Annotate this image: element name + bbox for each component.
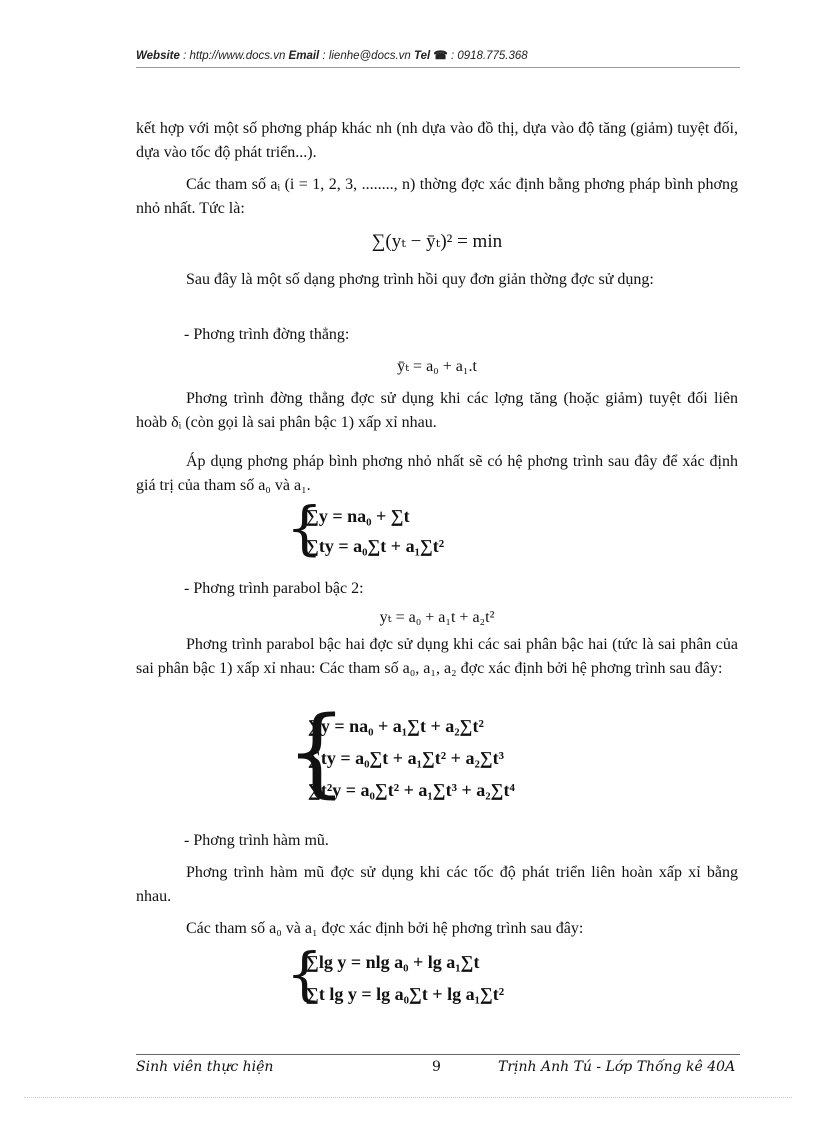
- email-value: : lienhe@docs.vn: [319, 50, 415, 62]
- brace-icon: {: [286, 696, 348, 808]
- equation-parabola: yₜ = a₀ + a₁t + a₂t²: [379, 609, 495, 626]
- paragraph-8: Phơng trình parabol bậc hai đợc sử dụng khi các sai phân bậc hai (tức là sai phân của sai phân bậc 1) xấp xỉ nhau: Các tham số a₀, a₁, a₂ đợc xác định bởi hệ phơng trình sau đây:: [136, 636, 738, 677]
- page-bottom-divider: [24, 1097, 792, 1098]
- website-label: Website: [136, 50, 180, 62]
- email-label: Email: [288, 50, 320, 62]
- paragraph-2: Các tham số aᵢ (i = 1, 2, 3, ........, n) thờng đợc xác định bằng phơng pháp bình phơng nhỏ nhất. Tức là:: [136, 176, 738, 217]
- brace-icon: {: [286, 494, 323, 562]
- equation-line: ∑t lg y = lg a₀∑t + lg a₁∑t²: [306, 984, 505, 1004]
- equation-line: ∑ty = a₀∑t + a₁∑t² + a₂∑t³: [308, 748, 505, 768]
- paragraph-4: - Phơng trình đờng thẳng:: [184, 326, 350, 343]
- tel-label: Tel: [414, 50, 431, 62]
- equation-least-squares: ∑(yₜ − ȳₜ)² = min: [371, 231, 503, 252]
- paragraph-9: - Phơng trình hàm mũ.: [184, 832, 329, 849]
- page-number: 9: [432, 1059, 441, 1075]
- tel-value: : 0918.775.368: [447, 50, 528, 62]
- equation-line: ∑t²y = a₀∑t² + a₁∑t³ + a₂∑t⁴: [308, 780, 515, 800]
- paragraph-11: Các tham số a₀ và a₁ đợc xác định bởi hệ phơng trình sau đây:: [186, 920, 584, 937]
- equation-system-parabola: [286, 696, 606, 812]
- equation-linear: ȳₜ = a₀ + a₁.t: [397, 358, 477, 375]
- equation-system-exponential: [286, 940, 586, 1012]
- paragraph-5: Phơng trình đờng thẳng đợc sử dụng khi các lợng tăng (hoặc giảm) tuyệt đối liên hoàb δᵢ (còn gọi là sai phân bậc 1) xấp xỉ nhau.: [136, 390, 738, 431]
- paragraph-3: Sau đây là một số dạng phơng trình hồi quy đơn giản thờng đợc sử dụng:: [186, 271, 654, 288]
- header-divider: [136, 67, 740, 68]
- equation-line: ∑y = na₀ + a₁∑t + a₂∑t²: [308, 716, 484, 736]
- footer-student-label: Sinh viên thực hiện: [136, 1059, 274, 1075]
- equation-line: ∑ty = a₀∑t + a₁∑t²: [306, 536, 445, 556]
- footer-author: Trịnh Anh Tú - Lớp Thống kê 40A: [498, 1059, 736, 1075]
- equation-line: ∑y = na₀ + ∑t: [306, 506, 410, 526]
- phone-icon: ☎: [433, 50, 448, 62]
- equation-line: ∑lg y = nlg a₀ + lg a₁∑t: [306, 952, 480, 972]
- footer-divider: [136, 1054, 740, 1055]
- equation-system-linear: [286, 494, 546, 564]
- paragraph-10: Phơng trình hàm mũ đợc sử dụng khi các tốc độ phát triển liên hoàn xấp xỉ bằng nhau.: [136, 864, 738, 905]
- paragraph-7: - Phơng trình parabol bậc 2:: [184, 580, 364, 597]
- brace-icon: {: [286, 940, 323, 1008]
- paragraph-6: Áp dụng phơng pháp bình phơng nhỏ nhất sẽ có hệ phơng trình sau đây để xác định giá trị của tham số a₀ và a₁.: [136, 453, 738, 494]
- website-value: : http://www.docs.vn: [179, 50, 289, 62]
- page-header: [136, 48, 740, 62]
- paragraph-1: kết hợp với một số phơng pháp khác nh (nh dựa vào đồ thị, dựa vào độ tăng (giảm) tuyệt đối, dựa vào tốc độ phát triển...).: [136, 120, 738, 161]
